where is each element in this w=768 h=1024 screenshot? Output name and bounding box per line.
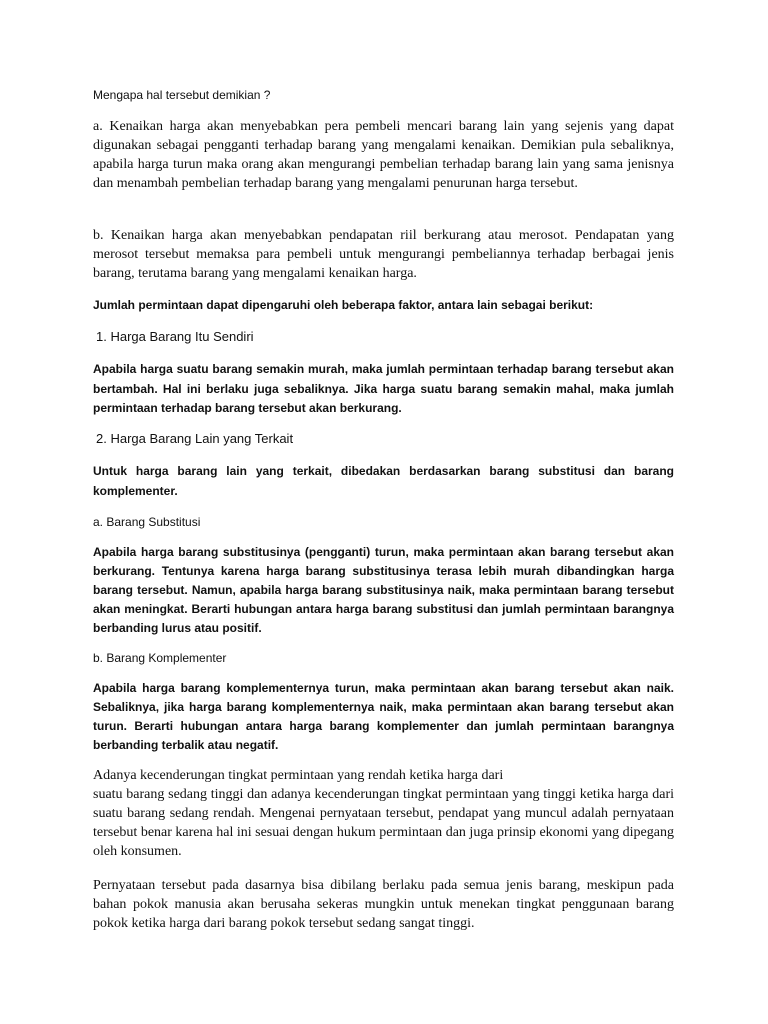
factors-intro: Jumlah permintaan dapat dipengaruhi oleh beberapa faktor, antara lain sebagai berikut: (93, 298, 594, 312)
question-line: Mengapa hal tersebut demikian ? (93, 88, 271, 102)
paragraph-harga-barang-itu-sendiri: Apabila harga suatu barang semakin murah, maka jumlah permintaan terhadap barang tersebut akan bertambah. Hal ini berlaku juga sebaliknya. Jika harga suatu barang semakin mahal, maka jumlah permintaan terhadap barang tersebut akan berkurang. (93, 362, 674, 415)
heading-harga-barang-itu-sendiri: 1. Harga Barang Itu Sendiri (96, 329, 254, 344)
subheading-barang-substitusi: a. Barang Substitusi (93, 515, 201, 529)
paragraph-barang-substitusi: Apabila harga barang substitusinya (pengganti) turun, maka permintaan akan barang tersebut akan berkurang. Tentunya karena harga barang substitusinya terasa lebih murah dibandingkan harga barang tersebut. Namun, apabila harga barang substitusinya naik, maka permintaan barang tersebut akan meningkat. Berarti hubungan antara harga barang substitusi dan jumlah permintaan barangnya berbanding lurus atau positif. (93, 545, 674, 635)
paragraph-barang-komplementer: Apabila harga barang komplementernya turun, maka permintaan akan barang tersebut akan naik. Sebaliknya, jika harga barang komplementernya naik, maka permintaan akan barang tersebut akan turun. Berarti hubungan antara harga barang komplementer dan jumlah permintaan barangnya berbanding terbalik atau negatif. (93, 681, 674, 752)
paragraph-a: a. Kenaikan harga akan menyebabkan pera pembeli mencari barang lain yang sejenis yang dapat digunakan sebagai pengganti terhadap barang yang mengalami kenaikan. Demikian pula sebaliknya, apabila harga turun maka orang akan mengurangi pembelian terhadap barang lain yang sama jenisnya dan menambah pembelian terhadap barang yang mengalami penurunan harga tersebut. (93, 119, 674, 191)
paragraph-b: b. Kenaikan harga akan menyebabkan pendapatan riil berkurang atau merosot. Pendapatan yang merosot tersebut memaksa para pembeli untuk mengurangi pembeliannya terhadap berbagai jenis barang, terutama barang yang mengalami kenaikan harga. (93, 228, 674, 281)
paragraph-harga-barang-lain: Untuk harga barang lain yang terkait, dibedakan berdasarkan barang substitusi dan barang komplementer. (93, 464, 674, 498)
heading-harga-barang-lain: 2. Harga Barang Lain yang Terkait (96, 431, 294, 446)
closing-paragraph-1-first-line: Adanya kecenderungan tingkat permintaan yang rendah ketika harga dari (93, 768, 504, 783)
closing-paragraph-2: Pernyataan tersebut pada dasarnya bisa dibilang berlaku pada semua jenis barang, meskipun pada bahan pokok manusia akan berusaha sekeras mungkin untuk menekan tingkat penggunaan barang pokok ketika harga dari barang pokok tersebut sedang sangat tinggi. (93, 878, 674, 931)
closing-paragraph-1-rest: suatu barang sedang tinggi dan adanya kecenderungan tingkat permintaan yang tinggi ketika harga dari suatu barang sedang rendah. Mengenai pernyataan tersebut, pendapat yang muncul adalah pernyataan tersebut benar karena hal ini sesuai dengan hukum permintaan dan juga prinsip ekonomi yang dipegang oleh konsumen. (93, 787, 674, 859)
subheading-barang-komplementer: b. Barang Komplementer (93, 651, 227, 665)
closing-paragraph-1 (93, 766, 674, 861)
